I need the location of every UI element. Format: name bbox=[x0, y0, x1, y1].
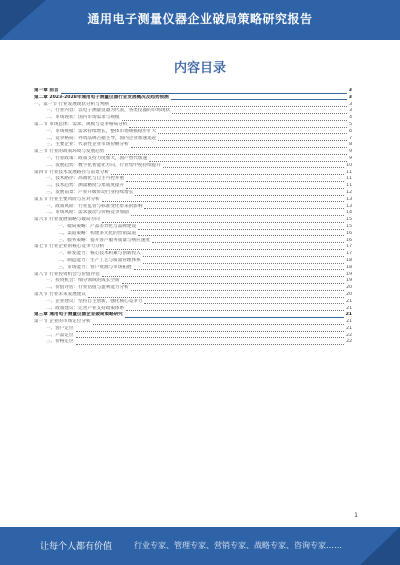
toc-entry-text: 三、主要企业：代表性企业市场份额分析 bbox=[46, 142, 129, 148]
toc-leader-dots bbox=[144, 208, 344, 209]
toc-entry-text: 三、服务策略：提升客户服务质量与响应速度 bbox=[58, 237, 150, 243]
toc-leader-dots bbox=[76, 337, 345, 338]
toc-entry-text: 一、行业内容：以电子测量仪器为代表，各类仪器的市场现状 bbox=[46, 108, 171, 114]
toc-entry-text: 第三节 行业的政策环境与发展趋势 bbox=[34, 149, 105, 155]
toc-leader-dots bbox=[144, 303, 344, 304]
toc-entry-text: 第六节 行业发展策略与破局方向 bbox=[34, 217, 100, 223]
toc-entry[interactable] bbox=[34, 339, 352, 346]
toc-entry-text: 一、企业建议：坚持自主创新，强化核心竞争力 bbox=[46, 298, 143, 304]
toc-entry[interactable] bbox=[34, 251, 352, 258]
toc-entry-page: 21 bbox=[346, 319, 352, 325]
toc-leader-dots bbox=[131, 147, 347, 148]
toc-entry-text: 三、价格定位 bbox=[46, 339, 74, 345]
toc-entry-page: 3 bbox=[348, 88, 352, 93]
toc-entry-page: 3 bbox=[349, 108, 352, 114]
toc-entry[interactable] bbox=[34, 129, 352, 136]
toc-entry-text: 一、研发能力：核心技术积累与创新投入 bbox=[58, 251, 141, 257]
toc-entry-page: 13 bbox=[346, 203, 352, 209]
footer-slogan: 让每个人都有价值 bbox=[40, 542, 113, 552]
toc-leader-dots bbox=[106, 154, 347, 155]
toc-leader-dots bbox=[126, 181, 344, 182]
toc-entry-text: 第一节 企业的市场定位分析 bbox=[34, 319, 91, 325]
toc-entry[interactable] bbox=[34, 272, 352, 279]
toc-entry[interactable] bbox=[34, 142, 352, 149]
toc-entry[interactable] bbox=[34, 326, 352, 333]
toc-entry[interactable] bbox=[34, 224, 352, 231]
toc-entry-text: 二、制造能力：生产工艺与质量管理体系 bbox=[58, 257, 141, 263]
toc-entry[interactable] bbox=[34, 122, 352, 129]
toc-entry[interactable] bbox=[34, 183, 352, 190]
toc-leader-dots bbox=[76, 331, 345, 332]
toc-entry-page: 21 bbox=[345, 312, 352, 318]
toc-entry[interactable] bbox=[34, 176, 352, 183]
toc-entry-page: 17 bbox=[346, 251, 352, 257]
toc-entry[interactable] bbox=[34, 217, 352, 224]
toc-entry-page: 9 bbox=[349, 149, 352, 155]
toc-leader-dots bbox=[138, 235, 344, 236]
toc-leader-dots bbox=[171, 99, 347, 100]
toc-entry-page: 10 bbox=[346, 162, 352, 168]
footer-tagline: 行业专家、管理专家、营销专家、战略专家、咨询专家…… bbox=[134, 541, 342, 550]
toc-entry-text: 一、行业政策：政策支持力度加大，国产替代加速 bbox=[46, 155, 148, 161]
toc-leader-dots bbox=[158, 140, 347, 141]
toc-entry-page: 3 bbox=[348, 94, 352, 100]
toc-leader-dots bbox=[126, 188, 344, 189]
toc-entry-text: 第八节 行业投资机会与价值评估 bbox=[34, 271, 100, 277]
toc-leader-dots bbox=[122, 120, 348, 121]
toc-entry[interactable] bbox=[34, 102, 352, 109]
toc-entry-page: 19 bbox=[346, 271, 352, 277]
toc-entry-text: 二、政策建议：完善产业支持政策体系 bbox=[46, 305, 125, 311]
toc-entry-page: 8 bbox=[349, 142, 352, 148]
toc-entry-text: 一、市场规模：需求持续增长，整体市场规模稳步扩大 bbox=[46, 128, 157, 134]
toc-leader-dots bbox=[163, 167, 344, 168]
toc-leader-dots bbox=[131, 215, 344, 216]
toc-entry[interactable] bbox=[34, 149, 352, 156]
toc-entry[interactable] bbox=[34, 244, 352, 251]
toc-entry[interactable] bbox=[34, 170, 352, 177]
toc-entry-page: 4 bbox=[349, 115, 352, 121]
toc-entry-page: 21 bbox=[346, 325, 352, 331]
table-of-contents bbox=[34, 88, 352, 346]
toc-leader-dots bbox=[88, 297, 344, 298]
toc-entry-page: 21 bbox=[346, 305, 352, 311]
toc-heading: 内容目录 bbox=[173, 61, 226, 76]
toc-entry-text: 一、政策风险：行业监管与标准变化带来的影响 bbox=[46, 203, 143, 209]
toc-entry[interactable] bbox=[34, 265, 352, 272]
toc-entry-page: 7 bbox=[349, 135, 352, 141]
toc-entry-page: 3 bbox=[349, 101, 352, 107]
toc-entry[interactable] bbox=[34, 108, 352, 115]
toc-entry[interactable] bbox=[34, 278, 352, 285]
toc-entry-text: 二、市场现状：国内市场需求与规模 bbox=[46, 115, 120, 121]
toc-entry[interactable] bbox=[34, 299, 352, 306]
toc-leader-dots bbox=[102, 201, 344, 202]
toc-leader-dots bbox=[125, 317, 344, 318]
toc-leader-dots bbox=[131, 290, 344, 291]
toc-entry-page: 22 bbox=[346, 339, 352, 345]
toc-entry-page: 14 bbox=[346, 210, 352, 216]
toc-leader-dots bbox=[158, 133, 347, 134]
toc-entry-text: 第二章 2023-2028年通用电子测量仪器行业发展概况及趋势预测 bbox=[34, 94, 169, 100]
toc-entry-text: 一、投资机会：细分领域的成长空间 bbox=[46, 278, 120, 284]
toc-entry[interactable] bbox=[34, 156, 352, 163]
page-number: 1 bbox=[354, 512, 358, 519]
toc-entry-text: 二、产品定位 bbox=[46, 332, 74, 338]
toc-entry[interactable] bbox=[34, 319, 352, 326]
footer-bar bbox=[0, 527, 400, 565]
toc-entry-text: 一、客户定位 bbox=[46, 325, 74, 331]
toc-leader-dots bbox=[138, 229, 344, 230]
toc-entry-text: 第四节 行业技术发展路径与前景分析 bbox=[34, 169, 109, 175]
toc-entry[interactable] bbox=[34, 292, 352, 299]
toc-entry-page: 18 bbox=[346, 264, 352, 270]
toc-entry-text: 一、第一节 行业发展现状分析与判断 bbox=[34, 101, 109, 107]
toc-leader-dots bbox=[106, 249, 344, 250]
toc-entry[interactable] bbox=[34, 258, 352, 265]
toc-entry-page: 21 bbox=[346, 298, 352, 304]
toc-entry[interactable] bbox=[34, 88, 352, 95]
toc-entry[interactable] bbox=[34, 190, 352, 197]
toc-leader-dots bbox=[134, 269, 345, 270]
toc-leader-dots bbox=[143, 263, 344, 264]
toc-entry-text: 二、价值评估：行业估值与盈利能力分析 bbox=[46, 285, 129, 291]
toc-entry-text: 二、技术趋势：测量精度与集成度提升 bbox=[46, 183, 125, 189]
toc-leader-dots bbox=[126, 310, 344, 311]
toc-leader-dots bbox=[76, 344, 345, 345]
toc-entry-page: 16 bbox=[346, 237, 352, 243]
toc-entry-text: 一、技术路径：高端化与自主可控并重 bbox=[46, 176, 125, 182]
header-bar bbox=[0, 0, 400, 40]
toc-entry[interactable] bbox=[34, 163, 352, 170]
toc-entry-text: 二、渠道策略：构建多元化的营销渠道 bbox=[58, 230, 137, 236]
toc-entry[interactable] bbox=[34, 238, 352, 245]
toc-entry-page: 16 bbox=[346, 230, 352, 236]
toc-leader-dots bbox=[149, 161, 347, 162]
toc-entry-text: 第三章 通用电子测量仪器企业破局策略研究 bbox=[34, 312, 123, 318]
toc-entry-text: 三、市场能力：客户资源与市场拓展 bbox=[58, 264, 132, 270]
toc-entry-page: 15 bbox=[346, 223, 352, 229]
toc-leader-dots bbox=[111, 106, 347, 107]
toc-entry[interactable] bbox=[34, 333, 352, 340]
toc-leader-dots bbox=[143, 256, 344, 257]
toc-leader-dots bbox=[129, 127, 347, 128]
toc-entry-page: 9 bbox=[349, 155, 352, 161]
toc-entry-page: 22 bbox=[346, 332, 352, 338]
toc-entry-page: 12 bbox=[346, 189, 352, 195]
toc-leader-dots bbox=[111, 174, 344, 175]
toc-leader-dots bbox=[135, 195, 344, 196]
toc-entry-page: 20 bbox=[346, 291, 352, 297]
document-title: 通用电子测量仪器企业破局策略研究报告 bbox=[87, 12, 313, 26]
toc-entry[interactable] bbox=[34, 197, 352, 204]
toc-entry[interactable] bbox=[34, 231, 352, 238]
toc-entry[interactable] bbox=[34, 312, 352, 319]
toc-entry-page: 11 bbox=[346, 183, 352, 189]
toc-entry-text: 一、破局策略：产品差异化与品牌建设 bbox=[58, 223, 137, 229]
toc-entry-text: 二、发展趋势：数字化智能化方向，行业集中度持续提升 bbox=[46, 162, 161, 168]
toc-entry-text: 第七节 行业企业的核心竞争力分析 bbox=[34, 244, 105, 250]
footer-corner-decoration bbox=[360, 527, 400, 565]
toc-leader-dots bbox=[61, 93, 347, 94]
toc-leader-dots bbox=[102, 222, 344, 223]
toc-entry-page: 11 bbox=[346, 176, 352, 182]
toc-leader-dots bbox=[172, 113, 347, 114]
toc-entry-text: 第一章 前言 bbox=[34, 88, 59, 93]
toc-entry-page: 17 bbox=[346, 244, 352, 250]
toc-entry-text: 二、市场风险：需求波动与价格竞争加剧 bbox=[46, 210, 129, 216]
toc-entry[interactable] bbox=[34, 204, 352, 211]
toc-entry-page: 6 bbox=[349, 128, 352, 134]
toc-entry[interactable] bbox=[34, 210, 352, 217]
toc-entry-text: 第九节 行业未来发展建议 bbox=[34, 291, 86, 297]
toc-entry-text: 三、发展前景：产业升级带动行业持续增长 bbox=[46, 189, 134, 195]
toc-entry[interactable] bbox=[34, 115, 352, 122]
toc-entry-page: 13 bbox=[346, 196, 352, 202]
toc-entry[interactable] bbox=[34, 95, 352, 102]
toc-leader-dots bbox=[102, 276, 344, 277]
toc-entry-page: 20 bbox=[346, 285, 352, 291]
toc-leader-dots bbox=[152, 242, 344, 243]
toc-entry-text: 第二节 市场总体：需求、规模与竞争格局分析 bbox=[34, 121, 128, 127]
toc-entry-text: 第五节 行业主要风险与应对分析 bbox=[34, 196, 100, 202]
toc-entry[interactable] bbox=[34, 306, 352, 313]
toc-leader-dots bbox=[122, 283, 345, 284]
toc-entry-page: 15 bbox=[346, 217, 352, 223]
toc-leader-dots bbox=[93, 324, 345, 325]
toc-entry-page: 11 bbox=[346, 169, 352, 175]
toc-entry[interactable] bbox=[34, 136, 352, 143]
toc-entry-page: 18 bbox=[346, 257, 352, 263]
toc-entry[interactable] bbox=[34, 285, 352, 292]
toc-entry-page: 5 bbox=[349, 121, 352, 127]
toc-entry-text: 二、竞争格局：外资品牌占据主导，国内企业加速追赶 bbox=[46, 135, 157, 141]
toc-entry-page: 19 bbox=[346, 278, 352, 284]
